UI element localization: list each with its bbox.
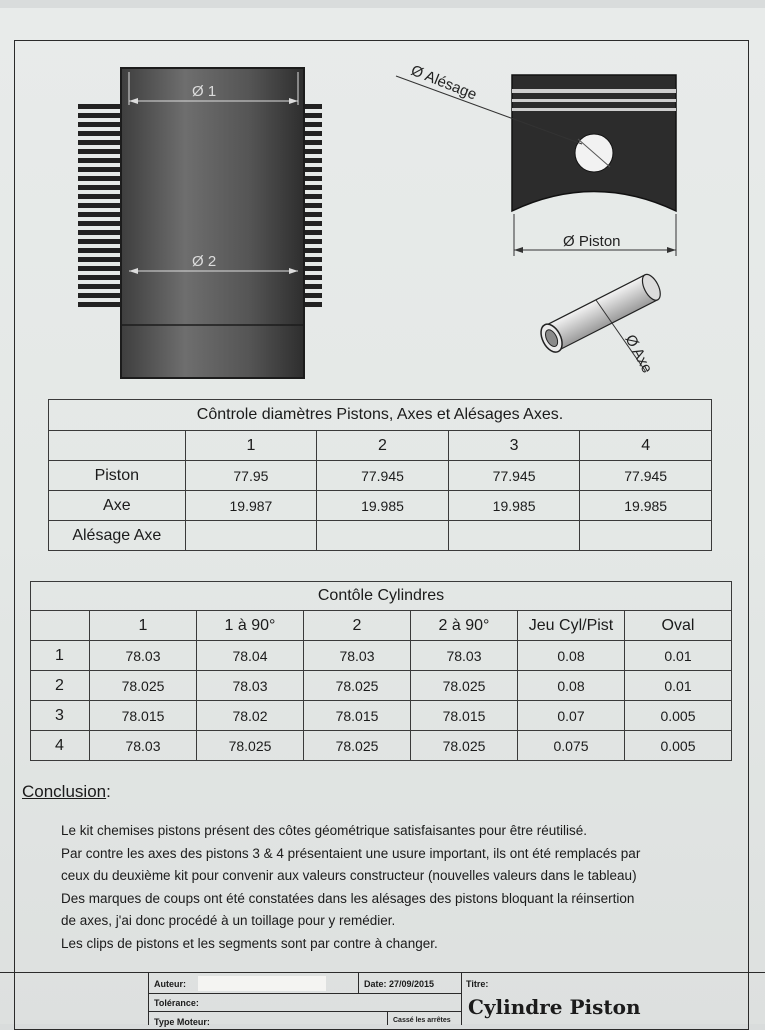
conclusion-line: Le kit chemises pistons présent des côtes géométrique satisfaisantes pour être réutilisé.: [61, 823, 588, 838]
row-label: Alésage Axe: [49, 521, 186, 551]
table-cell: 19.985: [317, 491, 449, 521]
piston-dim-label: Ø Piston: [563, 233, 621, 250]
cooling-fin: [78, 266, 123, 271]
cooling-fin: [78, 149, 123, 154]
cylinder-fins-left: [78, 104, 123, 307]
row-label: 4: [31, 731, 90, 761]
table-cell: 0.005: [625, 701, 732, 731]
table-cell: 78.03: [90, 731, 197, 761]
cooling-fin: [78, 275, 123, 280]
table-row: [49, 491, 712, 521]
cooling-fin: [78, 122, 123, 127]
column-header: [31, 611, 90, 641]
cooling-fin: [78, 104, 123, 109]
pistons-axles-table: [48, 399, 712, 551]
column-header: 2 à 90°: [411, 611, 518, 641]
edges-label: Cassé les arrêtes: [393, 1017, 451, 1024]
table-cell: 78.025: [304, 731, 411, 761]
cylinders-table: [30, 581, 732, 761]
cooling-fin: [78, 167, 123, 172]
conclusion-line: Par contre les axes des pistons 3 & 4 présentaient une usure important, ils ont été remplacés par: [61, 845, 641, 861]
table-caption: Côntrole diamètres Pistons, Axes et Alésages Axes.: [49, 400, 712, 431]
table-cell: 78.015: [411, 701, 518, 731]
cooling-fin: [78, 158, 123, 163]
table-cell: 0.075: [518, 731, 625, 761]
row-label: 1: [31, 641, 90, 671]
table-cell: 77.945: [580, 461, 712, 491]
conclusion-title: Conclusion: [22, 782, 107, 801]
conclusion-heading: [22, 782, 111, 802]
cooling-fin: [78, 221, 123, 226]
table-cell: 77.95: [185, 461, 317, 491]
cooling-fin: [78, 293, 123, 298]
cooling-fin: [78, 248, 123, 253]
table-cell: [580, 521, 712, 551]
table-cell: 78.025: [411, 731, 518, 761]
conclusion-text: [61, 820, 751, 956]
table-cell: [185, 521, 317, 551]
table-cell: [448, 521, 580, 551]
table-cell: 78.015: [90, 701, 197, 731]
table-cell: 19.985: [580, 491, 712, 521]
table-cell: 0.08: [518, 641, 625, 671]
table-row: [31, 641, 732, 671]
cooling-fin: [78, 302, 123, 307]
table-cell: 19.985: [448, 491, 580, 521]
table-cell: 78.015: [304, 701, 411, 731]
bore-label: Ø Alésage: [408, 61, 480, 104]
row-label: Piston: [49, 461, 186, 491]
cooling-fin: [78, 194, 123, 199]
piston-drawing: [396, 75, 676, 256]
table-cell: 78.025: [411, 671, 518, 701]
cooling-fin: [78, 113, 123, 118]
piston-pin-drawing: [537, 271, 665, 356]
cylinder-dim-2-label: Ø 2: [192, 253, 217, 270]
table-row: [49, 521, 712, 551]
table-cell: 19.987: [185, 491, 317, 521]
table-cell: 0.01: [625, 671, 732, 701]
cylinder-dim-1-label: Ø 1: [192, 83, 217, 100]
technical-drawings: [0, 0, 765, 400]
column-header: Oval: [625, 611, 732, 641]
cooling-fin: [78, 212, 123, 217]
table-row: [31, 731, 732, 761]
row-label: Axe: [49, 491, 186, 521]
table-cell: 0.005: [625, 731, 732, 761]
cooling-fin: [78, 203, 123, 208]
table-row: [49, 461, 712, 491]
column-header: 1 à 90°: [197, 611, 304, 641]
title-block: [0, 972, 765, 1025]
table-cell: 78.025: [90, 671, 197, 701]
cooling-fin: [78, 140, 123, 145]
table-cell: 0.08: [518, 671, 625, 701]
column-header: 3: [448, 431, 580, 461]
column-header: 2: [317, 431, 449, 461]
table-cell: 78.02: [197, 701, 304, 731]
table-row: [31, 701, 732, 731]
table-cell: 78.03: [304, 641, 411, 671]
conclusion-colon: :: [106, 782, 111, 801]
table-cell: 77.945: [448, 461, 580, 491]
conclusion-line: Les clips de pistons et les segments sont par contre à changer.: [61, 935, 438, 951]
cooling-fin: [78, 131, 123, 136]
table-cell: 0.07: [518, 701, 625, 731]
table-cell: 77.945: [317, 461, 449, 491]
motor-type-label: Type Moteur:: [154, 1017, 210, 1027]
table-cell: 78.03: [197, 671, 304, 701]
cylinder-drawing: [78, 68, 322, 378]
row-label: 2: [31, 671, 90, 701]
table-cell: 78.025: [197, 731, 304, 761]
column-header: [49, 431, 186, 461]
cooling-fin: [78, 257, 123, 262]
table-cell: [317, 521, 449, 551]
axle-dim-label: Ø Axe: [621, 331, 656, 376]
table-cell: 78.03: [90, 641, 197, 671]
author-label: Auteur:: [154, 979, 186, 989]
column-header: 2: [304, 611, 411, 641]
table-cell: 78.04: [197, 641, 304, 671]
document-title: Cylindre Piston: [468, 995, 641, 1019]
date-label: Date: 27/09/2015: [364, 979, 435, 989]
table-row: [31, 671, 732, 701]
cooling-fin: [78, 185, 123, 190]
title-label: Titre:: [466, 979, 489, 989]
column-header: 1: [185, 431, 317, 461]
conclusion-line: Des marques de coups ont été constatées dans les alésages des pistons bloquant la réinsertion: [61, 890, 635, 906]
conclusion-line: de axes, j'ai donc procédé à un toillage pour y remédier.: [61, 913, 396, 929]
table-caption: Contôle Cylindres: [31, 582, 732, 611]
conclusion-line: ceux du deuxième kit pour convenir aux valeurs constructeur (nouvelles valeurs dans le tableau): [61, 868, 637, 884]
column-header: 1: [90, 611, 197, 641]
redacted-author: [198, 976, 326, 991]
cooling-fin: [78, 230, 123, 235]
tolerance-label: Tolérance:: [154, 998, 199, 1008]
cooling-fin: [78, 284, 123, 289]
column-header: Jeu Cyl/Pist: [518, 611, 625, 641]
cooling-fin: [78, 176, 123, 181]
table-cell: 78.025: [304, 671, 411, 701]
table-cell: 0.01: [625, 641, 732, 671]
row-label: 3: [31, 701, 90, 731]
column-header: 4: [580, 431, 712, 461]
table-cell: 78.03: [411, 641, 518, 671]
cooling-fin: [78, 239, 123, 244]
